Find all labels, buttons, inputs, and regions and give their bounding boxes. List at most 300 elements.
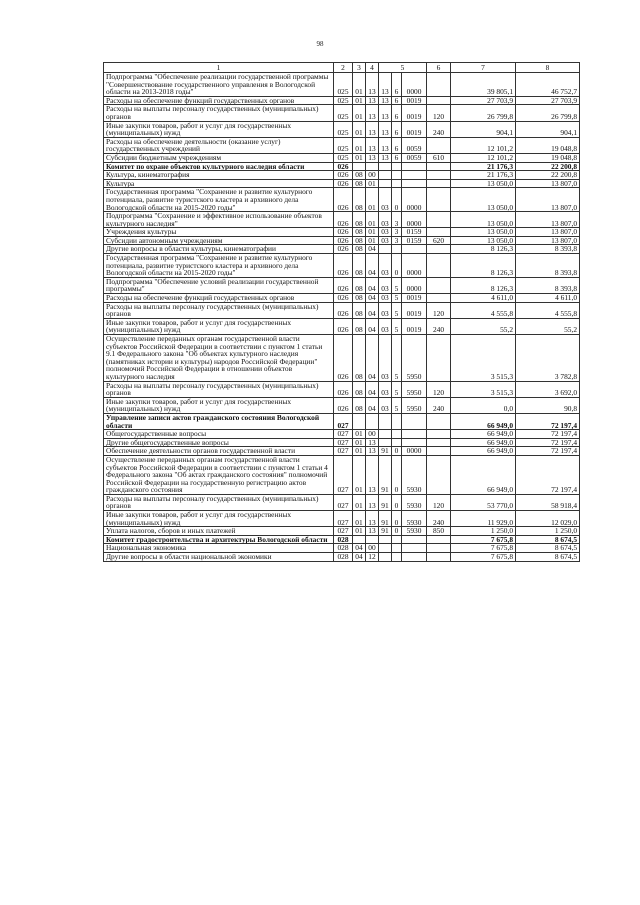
subsection-code: 01 [366, 236, 379, 245]
column-number-row [104, 63, 580, 73]
page-number: 98 [316, 40, 324, 48]
amount-year-2: 19 048,8 [516, 137, 580, 153]
table-row [104, 318, 580, 334]
target-article-program: 03 [379, 318, 392, 334]
row-name: Комитет по охране объектов культурного наследия области [104, 162, 334, 171]
expense-type-code [427, 447, 451, 456]
table-row [104, 294, 580, 303]
amount-year-1: 4 611,0 [451, 294, 516, 303]
target-article-direction: 0000 [402, 212, 427, 228]
section-code: 08 [353, 212, 366, 228]
target-article-program: 13 [379, 153, 392, 162]
subsection-code: 00 [366, 430, 379, 439]
row-name: Уплата налогов, сборов и иных платежей [104, 527, 334, 536]
row-name: Расходы на обеспечение функций государственных органов [104, 294, 334, 303]
table-row [104, 413, 580, 429]
ministry-code: 026 [334, 212, 353, 228]
subsection-code: 00 [366, 171, 379, 180]
table-row [104, 544, 580, 553]
target-article-subprogram [392, 430, 402, 439]
table-row [104, 162, 580, 171]
section-code: 01 [353, 511, 366, 527]
target-article-subprogram: 6 [392, 137, 402, 153]
column-header: 8 [516, 63, 580, 73]
ministry-code: 026 [334, 397, 353, 413]
target-article-program: 03 [379, 254, 392, 278]
column-header: 4 [366, 63, 379, 73]
subsection-code: 04 [366, 318, 379, 334]
target-article-program: 13 [379, 121, 392, 137]
target-article-program: 91 [379, 494, 392, 510]
ministry-code: 028 [334, 544, 353, 553]
section-code: 08 [353, 188, 366, 212]
expense-type-code [427, 188, 451, 212]
target-article-subprogram: 6 [392, 105, 402, 121]
ministry-code: 027 [334, 527, 353, 536]
section-code: 01 [353, 527, 366, 536]
target-article-subprogram: 0 [392, 447, 402, 456]
subsection-code: 13 [366, 137, 379, 153]
expense-type-code: 240 [427, 511, 451, 527]
target-article-program: 03 [379, 277, 392, 293]
table-row [104, 302, 580, 318]
target-article-subprogram: 6 [392, 121, 402, 137]
expense-type-code: 610 [427, 153, 451, 162]
subsection-code: 13 [366, 447, 379, 456]
section-code: 08 [353, 236, 366, 245]
amount-year-2: 8 393,8 [516, 245, 580, 254]
target-article-subprogram: 6 [392, 153, 402, 162]
target-article-program: 03 [379, 212, 392, 228]
ministry-code: 025 [334, 121, 353, 137]
ministry-code: 026 [334, 162, 353, 171]
target-article-direction [402, 430, 427, 439]
amount-year-1: 3 515,3 [451, 381, 516, 397]
target-article-program: 91 [379, 455, 392, 494]
target-article-direction: 0159 [402, 236, 427, 245]
expense-type-code [427, 254, 451, 278]
row-name: Учреждения культуры [104, 228, 334, 237]
section-code: 08 [353, 179, 366, 188]
amount-year-1: 39 805,1 [451, 73, 516, 97]
subsection-code [366, 413, 379, 429]
row-name: Другие вопросы в области культуры, кинематографии [104, 245, 334, 254]
target-article-subprogram: 5 [392, 277, 402, 293]
amount-year-1: 21 176,3 [451, 162, 516, 171]
table-row [104, 228, 580, 237]
section-code: 08 [353, 318, 366, 334]
expense-type-code [427, 228, 451, 237]
target-article-program [379, 535, 392, 544]
target-article-subprogram [392, 179, 402, 188]
target-article-direction: 5930 [402, 494, 427, 510]
subsection-code: 13 [366, 121, 379, 137]
row-name: Культура [104, 179, 334, 188]
row-name: Осуществление переданных органам государственной власти субъектов Российской Федерации в соответствии с пунктом 1 статьи 9.1 Федерального закона "Об объектах культурного наследия (памятниках истории и культуры) народов Российской Федерации" полномочий Российской Федерации в отношении объектов культурного наследия [104, 335, 334, 382]
ministry-code: 025 [334, 105, 353, 121]
amount-year-2: 26 799,8 [516, 105, 580, 121]
ministry-code: 028 [334, 553, 353, 562]
column-header: 1 [104, 63, 334, 73]
target-article-direction: 0019 [402, 105, 427, 121]
target-article-subprogram [392, 544, 402, 553]
target-article-direction: 0059 [402, 153, 427, 162]
target-article-program: 03 [379, 294, 392, 303]
subsection-code: 04 [366, 397, 379, 413]
amount-year-1: 55,2 [451, 318, 516, 334]
row-name: Подпрограмма "Обеспечение реализации государственной программы "Совершенствование государственного управления в Вологодской области на 2013-2018 годы" [104, 73, 334, 97]
target-article-direction [402, 162, 427, 171]
target-article-direction [402, 553, 427, 562]
amount-year-1: 7 675,8 [451, 553, 516, 562]
column-header: 6 [427, 63, 451, 73]
amount-year-1: 66 949,0 [451, 455, 516, 494]
target-article-direction: 0000 [402, 277, 427, 293]
section-code: 01 [353, 153, 366, 162]
target-article-direction: 0000 [402, 188, 427, 212]
amount-year-2: 72 197,4 [516, 447, 580, 456]
target-article-program [379, 553, 392, 562]
amount-year-2: 8 674,5 [516, 535, 580, 544]
amount-year-2: 90,8 [516, 397, 580, 413]
table-row [104, 535, 580, 544]
target-article-direction: 0019 [402, 294, 427, 303]
subsection-code: 01 [366, 188, 379, 212]
section-code: 01 [353, 121, 366, 137]
target-article-direction: 0019 [402, 318, 427, 334]
target-article-program: 13 [379, 73, 392, 97]
expense-type-code [427, 162, 451, 171]
amount-year-2: 72 197,4 [516, 438, 580, 447]
ministry-code: 026 [334, 302, 353, 318]
section-code: 08 [353, 245, 366, 254]
target-article-direction [402, 438, 427, 447]
amount-year-2: 13 807,0 [516, 179, 580, 188]
expense-type-code [427, 294, 451, 303]
subsection-code: 13 [366, 511, 379, 527]
amount-year-1: 8 126,3 [451, 245, 516, 254]
subsection-code: 04 [366, 254, 379, 278]
amount-year-2: 13 807,0 [516, 228, 580, 237]
section-code: 08 [353, 294, 366, 303]
expense-type-code [427, 245, 451, 254]
row-name: Расходы на обеспечение деятельности (оказание услуг) государственных учреждений [104, 137, 334, 153]
table-row [104, 438, 580, 447]
ministry-code: 027 [334, 511, 353, 527]
expense-type-code: 850 [427, 527, 451, 536]
amount-year-2: 8 393,8 [516, 254, 580, 278]
subsection-code [366, 162, 379, 171]
section-code: 04 [353, 553, 366, 562]
ministry-code: 025 [334, 153, 353, 162]
target-article-program: 03 [379, 302, 392, 318]
ministry-code: 026 [334, 254, 353, 278]
ministry-code: 028 [334, 535, 353, 544]
target-article-direction [402, 544, 427, 553]
amount-year-1: 13 050,0 [451, 188, 516, 212]
amount-year-2: 8 393,8 [516, 277, 580, 293]
amount-year-2: 27 703,9 [516, 96, 580, 105]
row-name: Национальная экономика [104, 544, 334, 553]
target-article-direction: 5930 [402, 455, 427, 494]
amount-year-2: 1 250,0 [516, 527, 580, 536]
amount-year-1: 11 929,0 [451, 511, 516, 527]
target-article-program: 03 [379, 188, 392, 212]
target-article-direction: 0000 [402, 447, 427, 456]
target-article-program: 03 [379, 335, 392, 382]
expense-type-code [427, 438, 451, 447]
section-code [353, 535, 366, 544]
row-name: Культура, кинематография [104, 171, 334, 180]
subsection-code: 13 [366, 73, 379, 97]
target-article-direction [402, 413, 427, 429]
ministry-code: 027 [334, 494, 353, 510]
expense-type-code [427, 96, 451, 105]
target-article-program: 03 [379, 236, 392, 245]
target-article-direction: 0019 [402, 121, 427, 137]
section-code: 01 [353, 455, 366, 494]
target-article-subprogram: 0 [392, 511, 402, 527]
target-article-subprogram: 0 [392, 254, 402, 278]
section-code: 01 [353, 494, 366, 510]
section-code: 08 [353, 381, 366, 397]
table-row [104, 153, 580, 162]
section-code: 01 [353, 96, 366, 105]
row-name: Другие вопросы в области национальной экономики [104, 553, 334, 562]
target-article-direction: 5950 [402, 381, 427, 397]
amount-year-1: 26 799,8 [451, 105, 516, 121]
section-code [353, 162, 366, 171]
expense-type-code [427, 171, 451, 180]
column-header: 5 [379, 63, 427, 73]
target-article-program: 91 [379, 447, 392, 456]
section-code: 01 [353, 137, 366, 153]
amount-year-1: 3 515,3 [451, 335, 516, 382]
row-name: Управление записи актов гражданского состояния Вологодской области [104, 413, 334, 429]
table-row [104, 105, 580, 121]
target-article-direction: 0000 [402, 73, 427, 97]
target-article-subprogram [392, 535, 402, 544]
amount-year-1: 13 050,0 [451, 179, 516, 188]
row-name: Иные закупки товаров, работ и услуг для государственных (муниципальных) нужд [104, 397, 334, 413]
row-name: Общегосударственные вопросы [104, 430, 334, 439]
target-article-subprogram: 5 [392, 318, 402, 334]
ministry-code: 027 [334, 430, 353, 439]
row-name: Другие общегосударственные вопросы [104, 438, 334, 447]
table-row [104, 96, 580, 105]
amount-year-2: 72 197,4 [516, 455, 580, 494]
subsection-code: 01 [366, 179, 379, 188]
ministry-code: 026 [334, 228, 353, 237]
subsection-code: 01 [366, 212, 379, 228]
target-article-subprogram: 3 [392, 236, 402, 245]
row-name: Расходы на выплаты персоналу государственных (муниципальных) органов [104, 105, 334, 121]
ministry-code: 025 [334, 137, 353, 153]
subsection-code: 13 [366, 527, 379, 536]
expense-type-code [427, 413, 451, 429]
subsection-code: 13 [366, 438, 379, 447]
amount-year-2: 22 200,8 [516, 162, 580, 171]
expense-type-code: 120 [427, 302, 451, 318]
expense-type-code [427, 455, 451, 494]
row-name: Подпрограмма "Сохранение и эффективное использование объектов культурного наследия" [104, 212, 334, 228]
target-article-subprogram [392, 413, 402, 429]
amount-year-1: 4 555,8 [451, 302, 516, 318]
table-row [104, 254, 580, 278]
section-code: 08 [353, 277, 366, 293]
subsection-code: 13 [366, 96, 379, 105]
expense-type-code [427, 73, 451, 97]
expense-type-code [427, 335, 451, 382]
target-article-direction: 5930 [402, 527, 427, 536]
section-code: 01 [353, 430, 366, 439]
target-article-program: 91 [379, 527, 392, 536]
subsection-code: 04 [366, 381, 379, 397]
expense-type-code [427, 544, 451, 553]
amount-year-1: 904,1 [451, 121, 516, 137]
table-row [104, 494, 580, 510]
ministry-code: 025 [334, 73, 353, 97]
amount-year-2: 4 555,8 [516, 302, 580, 318]
expense-type-code [427, 179, 451, 188]
table-row [104, 73, 580, 97]
expense-type-code: 120 [427, 105, 451, 121]
row-name: Иные закупки товаров, работ и услуг для государственных (муниципальных) нужд [104, 318, 334, 334]
target-article-program [379, 245, 392, 254]
ministry-code: 026 [334, 277, 353, 293]
subsection-code: 04 [366, 277, 379, 293]
amount-year-2: 13 807,0 [516, 236, 580, 245]
target-article-subprogram [392, 171, 402, 180]
target-article-subprogram: 0 [392, 455, 402, 494]
subsection-code: 04 [366, 302, 379, 318]
ministry-code: 026 [334, 381, 353, 397]
amount-year-2: 55,2 [516, 318, 580, 334]
ministry-code: 026 [334, 236, 353, 245]
target-article-program: 03 [379, 381, 392, 397]
expense-type-code: 620 [427, 236, 451, 245]
amount-year-1: 8 126,3 [451, 277, 516, 293]
table-body [104, 73, 580, 562]
amount-year-1: 1 250,0 [451, 527, 516, 536]
expense-type-code [427, 137, 451, 153]
amount-year-1: 12 101,2 [451, 137, 516, 153]
row-name: Иные закупки товаров, работ и услуг для государственных (муниципальных) нужд [104, 121, 334, 137]
target-article-program [379, 438, 392, 447]
ministry-code: 026 [334, 294, 353, 303]
amount-year-1: 8 126,3 [451, 254, 516, 278]
section-code: 01 [353, 105, 366, 121]
subsection-code: 04 [366, 245, 379, 254]
expense-type-code [427, 553, 451, 562]
ministry-code: 025 [334, 96, 353, 105]
section-code: 08 [353, 335, 366, 382]
target-article-program [379, 162, 392, 171]
amount-year-2: 22 200,8 [516, 171, 580, 180]
row-name: Расходы на выплаты персоналу государственных (муниципальных) органов [104, 302, 334, 318]
section-code: 01 [353, 73, 366, 97]
section-code: 08 [353, 397, 366, 413]
amount-year-1: 66 949,0 [451, 413, 516, 429]
target-article-subprogram [392, 438, 402, 447]
target-article-program [379, 544, 392, 553]
target-article-direction [402, 535, 427, 544]
target-article-direction: 5950 [402, 335, 427, 382]
amount-year-2: 904,1 [516, 121, 580, 137]
target-article-direction: 0059 [402, 137, 427, 153]
amount-year-2: 46 752,7 [516, 73, 580, 97]
expense-type-code [427, 430, 451, 439]
table-row [104, 179, 580, 188]
expense-type-code [427, 277, 451, 293]
ministry-code: 026 [334, 171, 353, 180]
subsection-code: 00 [366, 544, 379, 553]
column-header: 3 [353, 63, 366, 73]
table-row [104, 381, 580, 397]
row-name: Обеспечение деятельности органов государственной власти [104, 447, 334, 456]
expense-type-code: 240 [427, 397, 451, 413]
table-row [104, 455, 580, 494]
amount-year-1: 66 949,0 [451, 438, 516, 447]
amount-year-2: 3 782,8 [516, 335, 580, 382]
expense-type-code [427, 212, 451, 228]
target-article-subprogram [392, 553, 402, 562]
section-code: 04 [353, 544, 366, 553]
table-row [104, 277, 580, 293]
subsection-code: 04 [366, 294, 379, 303]
target-article-program [379, 430, 392, 439]
row-name: Осуществление переданных органам государственной власти субъектов Российской Федерации в соответствии с пунктом 1 статьи 4 Федерального закона "Об актах гражданского состояния" полномочий Российской Федерации на государственную регистрацию актов гражданского состояния [104, 455, 334, 494]
table-row [104, 430, 580, 439]
section-code: 08 [353, 254, 366, 278]
row-name: Комитет градостроительства и архитектуры Вологодской области [104, 535, 334, 544]
target-article-direction: 5930 [402, 511, 427, 527]
amount-year-1: 13 050,0 [451, 236, 516, 245]
amount-year-1: 0,0 [451, 397, 516, 413]
target-article-direction: 0019 [402, 302, 427, 318]
amount-year-1: 7 675,8 [451, 535, 516, 544]
row-name: Иные закупки товаров, работ и услуг для государственных (муниципальных) нужд [104, 511, 334, 527]
target-article-subprogram: 6 [392, 96, 402, 105]
amount-year-2: 13 807,0 [516, 188, 580, 212]
ministry-code: 027 [334, 447, 353, 456]
subsection-code: 13 [366, 494, 379, 510]
table-row [104, 527, 580, 536]
amount-year-2: 12 029,0 [516, 511, 580, 527]
target-article-subprogram: 5 [392, 294, 402, 303]
amount-year-1: 13 050,0 [451, 228, 516, 237]
target-article-program: 13 [379, 96, 392, 105]
amount-year-1: 21 176,3 [451, 171, 516, 180]
amount-year-1: 66 949,0 [451, 447, 516, 456]
amount-year-1: 12 101,2 [451, 153, 516, 162]
table-row [104, 137, 580, 153]
target-article-program [379, 179, 392, 188]
target-article-program [379, 413, 392, 429]
expense-type-code: 240 [427, 121, 451, 137]
table-row [104, 553, 580, 562]
amount-year-2: 3 692,0 [516, 381, 580, 397]
target-article-direction [402, 179, 427, 188]
amount-year-2: 13 807,0 [516, 212, 580, 228]
section-code: 01 [353, 438, 366, 447]
amount-year-1: 66 949,0 [451, 430, 516, 439]
amount-year-1: 27 703,9 [451, 96, 516, 105]
target-article-program [379, 171, 392, 180]
table-row [104, 121, 580, 137]
row-name: Субсидии бюджетным учреждениям [104, 153, 334, 162]
subsection-code: 13 [366, 455, 379, 494]
